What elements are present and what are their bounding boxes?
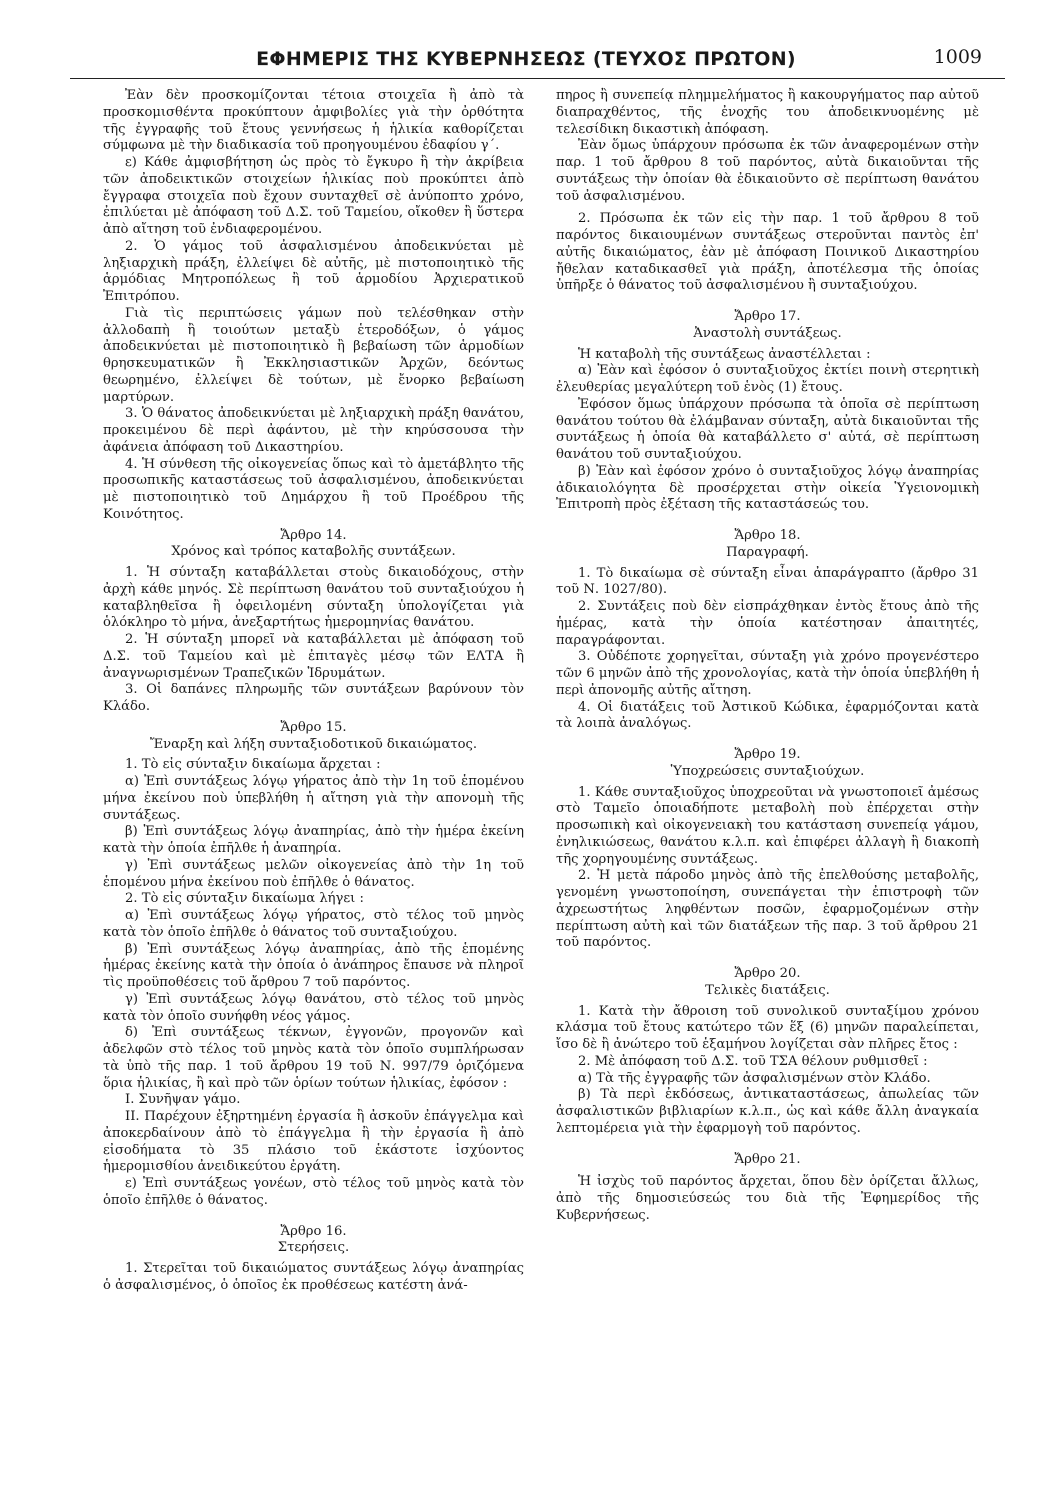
page-number: 1009 [933,46,982,68]
paragraph: γ) Ἐπὶ συντάξεως λόγῳ θανάτου, στὸ τέλος τοῦ μηνὸς κατὰ τὸν ὁποῖο συνήφθη νέος γάμος. [103,991,524,1024]
paragraph: α) Ἐπὶ συντάξεως λόγῳ γήρατος, στὸ τέλος τοῦ μηνὸς κατὰ τὸν ὁποῖο ἐπῆλθε ὁ θάνατος τοῦ συνταξιούχου. [103,908,524,940]
spacer [103,1210,524,1220]
left-column [103,88,524,1295]
right-column [556,88,979,1225]
paragraph: Ἐφόσον ὅμως ὑπάρχουν πρόσωπα τὰ ὁποῖα σὲ περίπτωση θανάτου τούτου θὰ ἐλάμβαναν σύνταξη, αὐτὰ δικαιοῦνται τῆς συντάξεως ἡ ὁποία θὰ καταβάλλετο σ' αὐτά, σὲ περίπτωση θανάτου τοῦ συνταξιούχου. [556,396,979,462]
paragraph: 2. Πρόσωπα ἐκ τῶν εἰς τὴν παρ. 1 τοῦ ἄρθρου 8 τοῦ παρόντος δικαιουμένων συντάξεως στεροῦνται παντὸς ἐπ' αὐτῆς δικαιώματος, ἐὰν μὲ ἀπόφαση Ποινικοῦ Δικαστηρίου ἤθελαν καταδικασθεῖ γιὰ πράξη, ἀποτέλεσμα τῆς ὁποίας ὑπῆρξε ὁ θάνατος τοῦ ἀσφαλισμένου ἢ συνταξιούχου. [556,211,979,294]
article-15-number: Ἄρθρο 15. [280,719,347,735]
paragraph: β) Ἐπὶ συντάξεως λόγῳ ἀναπηρίας, ἀπὸ τῆς ἑπομένης ἡμέρας ἐκείνης κατὰ τὴν ὁποία ὁ ἀνάπηρος ἔπαυσε νὰ πληροῖ τὶς προϋποθέσεις τοῦ ἄρθρου 7 τοῦ παρόντος. [103,941,524,990]
paragraph: 1. Κατὰ τὴν ἄθροιση τοῦ συνολικοῦ συνταξίμου χρόνου κλάσμα τοῦ ἔτους κατώτερο τῶν ἕξ (6) μηνῶν παραλείπεται, ἴσο δὲ ἢ ἀνώτερο τοῦ ἑξαμήνου λογίζεται σὰν πλῆρες ἔτος : [556,1003,979,1052]
paragraph: ε) Ἐπὶ συντάξεως γονέων, στὸ τέλος τοῦ μηνὸς κατὰ τὸν ὁποῖο ἐπῆλθε ὁ θάνατος. [103,1176,524,1208]
paragraph: 1. Ἡ σύνταξη καταβάλλεται στοὺς δικαιοδόχους, στὴν ἀρχὴ κάθε μηνός. Σὲ περίπτωση θανάτου τοῦ συνταξιούχου ἡ καταβληθεῖσα ἢ ὀφειλομένη σύνταξη ὑπολογίζεται γιὰ ὁλόκληρο τὸ μήνα, ἀνεξαρτήτως ἡμερομηνίας θανάτου. [103,565,524,631]
paragraph: Ἐὰν ὅμως ὑπάρχουν πρόσωπα ἐκ τῶν ἀναφερομένων στὴν παρ. 1 τοῦ ἄρθρου 8 τοῦ παρόντος, αὐτὰ δικαιοῦνται τῆς συντάξεως τὴν ὁποίαν θὰ ἐδικαιοῦντο σὲ περίπτωση θανάτου τοῦ ἀσφαλισμένου. [556,138,979,204]
article-16-heading: Στερήσεις. [277,1240,350,1256]
spacer [556,514,979,524]
page-header [70,46,982,76]
article-20-number: Ἄρθρο 20. [734,966,801,981]
gazette-title: ΕΦΗΜΕΡΙΣ ΤΗΣ ΚΥΒΕΡΝΗΣΕΩΣ (ΤΕΥΧΟΣ ΠΡΩΤΟΝ) [256,48,796,70]
paragraph: 1. Στερεῖται τοῦ δικαιώματος συντάξεως λόγῳ ἀναπηρίας ὁ ἀσφαλισμένος, ὁ ὁποῖος ἐκ προθέσεως κατέστη ἀνά- [103,1261,524,1293]
paragraph: Γιὰ τὶς περιπτώσεις γάμων ποὺ τελέσθηκαν στὴν ἀλλοδαπὴ ἢ τοιούτων μεταξὺ ἑτεροδόξων, ὁ γάμος ἀποδεικνύεται μὲ πιστοποιητικὸ ἢ βεβαίωση τῶν ἁρμοδίων θρησκευματικῶν ἢ Ἐκκλησιαστικῶν Ἀρχῶν, δεόντως θεωρημένο, ἐλλείψει δὲ τούτων, μὲ ἔνορκο βεβαίωση μαρτύρων. [103,305,524,405]
paragraph: Ι. Συνῆψαν γάμο. [125,1092,241,1108]
paragraph: 2. Ἡ σύνταξη μπορεῖ νὰ καταβάλλεται μὲ ἀπόφαση τοῦ Δ.Σ. τοῦ Ταμείου καὶ μὲ ἐπιταγὲς μέσῳ τῶν ΕΛΤΑ ἢ ἀναγνωρισμένων Τραπεζικῶν Ἱδρυμάτων. [103,632,524,681]
spacer [556,1138,979,1148]
paragraph: 4. Ἡ σύνθεση τῆς οἰκογενείας ὅπως καὶ τὸ ἀμετάβλητο τῆς προσωπικῆς καταστάσεως τοῦ ἀσφαλισμένου, ἀποδεικνύεται μὲ πιστοποιητικὸ τοῦ Δημάρχου ἢ τοῦ Προέδρου τῆς Κοινότητος. [103,456,524,522]
paragraph: 2. Συντάξεις ποὺ δὲν εἰσπράχθηκαν ἐντὸς ἔτους ἀπὸ τῆς ἡμέρας, κατὰ τὴν ὁποία κατέστησαν ἀπαιτητές, παραγράφονται. [556,599,979,648]
article-21-number: Ἄρθρο 21. [734,1151,801,1167]
paragraph: γ) Ἐπὶ συντάξεως μελῶν οἰκογενείας ἀπὸ τὴν 1η τοῦ ἑπομένου μήνα ἐκείνου ποὺ ἐπῆλθε ὁ θάνατος. [103,857,524,890]
article-18-heading: Παραγραφή. [726,544,809,560]
article-17-number: Ἄρθρο 17. [734,309,801,324]
paragraph: Ἐὰν δὲν προσκομίζονται τέτοια στοιχεῖα ἢ ἀπὸ τὰ προσκομισθέντα προκύπτουν ἀμφιβολίες γιὰ τὴν ὀρθότητα τῆς ἐγγραφῆς τοῦ ἔτους γεννήσεως ἡ ἡλικία καθορίζεται σύμφωνα μὲ τὴν διαδικασία τοῦ προηγουμένου ἐδαφίου γ΄. [103,88,524,154]
spacer [556,733,979,743]
paragraph: β) Τὰ περὶ ἐκδόσεως, ἀντικαταστάσεως, ἀπωλείας τῶν ἀσφαλιστικῶν βιβλιαρίων κ.λ.π., ὡς καὶ κάθε ἄλλη ἀναγκαία λεπτομέρεια γιὰ τὴν ἐφαρμογὴ τοῦ παρόντος. [556,1087,979,1136]
paragraph: 4. Οἱ διατάξεις τοῦ Ἀστικοῦ Κώδικα, ἐφαρμόζονται κατὰ τὰ λοιπὰ ἀναλόγως. [556,699,979,732]
paragraph: α) Ἐὰν καὶ ἐφόσον ὁ συνταξιοῦχος ἐκτίει ποινὴ στερητικὴ ἐλευθερίας μεγαλύτερη τοῦ ἑνὸς (1) ἔτους. [556,363,979,395]
paragraph: Ἡ καταβολὴ τῆς συντάξεως ἀναστέλλεται : [578,346,871,362]
article-15-heading: Ἔναρξη καὶ λήξη συνταξιοδοτικοῦ δικαιώματος. [149,736,478,752]
paragraph: 2. Ὁ γάμος τοῦ ἀσφαλισμένου ἀποδεικνύεται μὲ ληξιαρχικὴ πράξη, ἐλλείψει δὲ αὐτῆς, μὲ πιστοποιητικὸ τῆς ἁρμόδιας Μητροπόλεως ἢ τοῦ ἁρμοδίου Ἀρχιερατικοῦ Ἐπιτρόπου. [103,238,524,304]
article-14-heading: Χρόνος καὶ τρόπος καταβολῆς συντάξεων. [171,544,456,560]
paragraph: 3. Ὁ θάνατος ἀποδεικνύεται μὲ ληξιαρχικὴ πράξη θανάτου, προκειμένου δὲ περὶ ἀφάντου, μὲ τὴν κηρύσσουσα τὴν ἀφάνεια ἀπόφαση τοῦ Δικαστηρίου. [103,406,524,455]
paragraph: 1. Τὸ εἰς σύνταξιν δικαίωμα ἄρχεται : [125,757,381,773]
paragraph: α) Τὰ τῆς ἐγγραφῆς τῶν ἀσφαλισμένων στὸν Κλάδο. [578,1070,931,1086]
paragraph: 1. Κάθε συνταξιοῦχος ὑποχρεοῦται νὰ γνωστοποιεῖ ἀμέσως στὸ Ταμεῖο ὁποιαδήποτε μεταβολὴ ποὺ ἐπέρχεται στὴν προσωπικὴ καὶ οἰκογενειακὴ του κατάσταση συνεπείᾳ γάμου, ἐνηλικιώσεως, θανάτου κ.λ.π. καὶ ἐπιφέρει ἀλλαγὴ ἢ διακοπὴ τῆς χορηγουμένης συντάξεως. [556,784,979,867]
article-19-heading: Ὑποχρεώσεις συνταξιούχων. [670,763,865,779]
paragraph: 3. Οἱ δαπάνες πληρωμῆς τῶν συντάξεων βαρύνουν τὸν Κλάδο. [103,682,524,714]
article-17-heading: Ἀναστολὴ συντάξεως. [693,325,842,341]
article-16-number: Ἄρθρο 16. [280,1223,347,1239]
paragraph: ΙΙ. Παρέχουν ἐξηρτημένη ἐργασία ἢ ἀσκοῦν ἐπάγγελμα καὶ ἀποκερδαίνουν ἀπὸ τὸ ἐπάγγελμα ἢ τὴν ἐργασία ἢ ἀπὸ εἰσοδήματα τὸ 35 πλάσιο τοῦ ἑκάστοτε ἰσχύοντος ἡμερομισθίου ἀνειδικεύτου ἐργάτη. [103,1109,524,1175]
paragraph: 2. Ἡ μετὰ πάροδο μηνὸς ἀπὸ τῆς ἐπελθούσης μεταβολῆς, γενομένη γνωστοποίηση, συνεπάγεται τὴν ἐπιστροφὴ τῶν ἀχρεωστήτως ληφθέντων ποσῶν, ἐφαρμοζομένων στὴν περίπτωση αὐτὴ καὶ τῶν διατάξεων τῆς παρ. 3 τοῦ ἄρθρου 21 τοῦ παρόντος. [556,868,979,951]
paragraph: Ἡ ἰσχὺς τοῦ παρόντος ἄρχεται, ὅπου δὲν ὁρίζεται ἄλλως, ἀπὸ τῆς δημοσιεύσεώς του διὰ τῆς Ἐφημερίδος τῆς Κυβερνήσεως. [556,1174,979,1223]
paragraph: 2. Μὲ ἀπόφαση τοῦ Δ.Σ. τοῦ ΤΣΑ θέλουν ρυθμισθεῖ : [578,1053,928,1069]
paragraph: δ) Ἐπὶ συντάξεως τέκνων, ἐγγονῶν, προγονῶν καὶ ἀδελφῶν στὸ τέλος τοῦ μηνὸς κατὰ τὸν ὁποῖο συμπλήρωσαν τὰ ὑπὸ τῆς παρ. 1 τοῦ ἄρθρου 19 τοῦ Ν. 997/79 ὁριζόμενα ὅρια ἡλικίας, ἢ καὶ πρὸ τῶν ὁρίων τούτων ἡλικίας, ἐφόσον : [103,1025,524,1091]
paragraph: β) Ἐπὶ συντάξεως λόγῳ ἀναπηρίας, ἀπὸ τὴν ἡμέρα ἐκείνη κατὰ τὴν ὁποία ἐπῆλθε ἡ ἀναπηρία. [103,824,524,856]
article-19-number: Ἄρθρο 19. [734,747,801,762]
article-14-number: Ἄρθρο 14. [280,527,347,543]
spacer [556,952,979,962]
paragraph: 2. Τὸ εἰς σύνταξιν δικαίωμα λήγει : [125,891,364,907]
paragraph: 1. Τὸ δικαίωμα σὲ σύνταξη εἶναι ἀπαράγραπτο (ἄρθρο 31 τοῦ Ν. 1027/80). [556,565,979,598]
spacer [556,295,979,305]
paragraph: πηρος ἢ συνεπείᾳ πλημμελήματος ἢ κακουργήματος παρ αὐτοῦ διαπραχθέντος, τῆς ἐνοχῆς του ἀποδεικνυομένης μὲ τελεσίδικη δικαστικὴ ἀπόφαση. [556,88,979,137]
article-20-heading: Τελικὲς διατάξεις. [705,982,830,998]
article-18-number: Ἄρθρο 18. [734,528,801,543]
paragraph: 3. Οὐδέποτε χορηγεῖται, σύνταξη γιὰ χρόνο προγενέστερο τῶν 6 μηνῶν ἀπὸ τῆς χρονολογίας, κατὰ τὴν ὁποία ὑπεβλήθη ἡ περὶ ἀπονομῆς αὐτῆς αἴτηση. [556,649,979,698]
paragraph: β) Ἐὰν καὶ ἐφόσον χρόνο ὁ συνταξιοῦχος λόγῳ ἀναπηρίας ἀδικαιολόγητα δὲ προσέρχεται στὴν οἰκεία Ὑγειονομικὴ Ἐπιτροπὴ πρὸς ἐξέταση τῆς καταστάσεώς του. [556,463,979,513]
paragraph: α) Ἐπὶ συντάξεως λόγῳ γήρατος ἀπὸ τὴν 1η τοῦ ἑπομένου μήνα ἐκείνου ποὺ ὑπεβλήθη ἡ αἴτηση γιὰ τὴν απονομὴ τῆς συντάξεως. [103,774,524,823]
paragraph: ε) Κάθε ἀμφισβήτηση ὡς πρὸς τὸ ἔγκυρο ἢ τὴν ἀκρίβεια τῶν ἀποδεικτικῶν στοιχείων ἡλικίας ποὺ προκύπτει ἀπὸ ἔγγραφα στοιχεῖα ποὺ ἔχουν συνταχθεῖ σὲ ἀνύποπτο χρόνο, ἐπιλύεται μὲ ἀπόφαση τοῦ Δ.Σ. τοῦ Ταμείου, οἴκοθεν ἢ ὕστερα ἀπὸ αἴτηση τοῦ ἐνδιαφερομένου. [103,155,524,237]
header-rule [70,78,1005,79]
